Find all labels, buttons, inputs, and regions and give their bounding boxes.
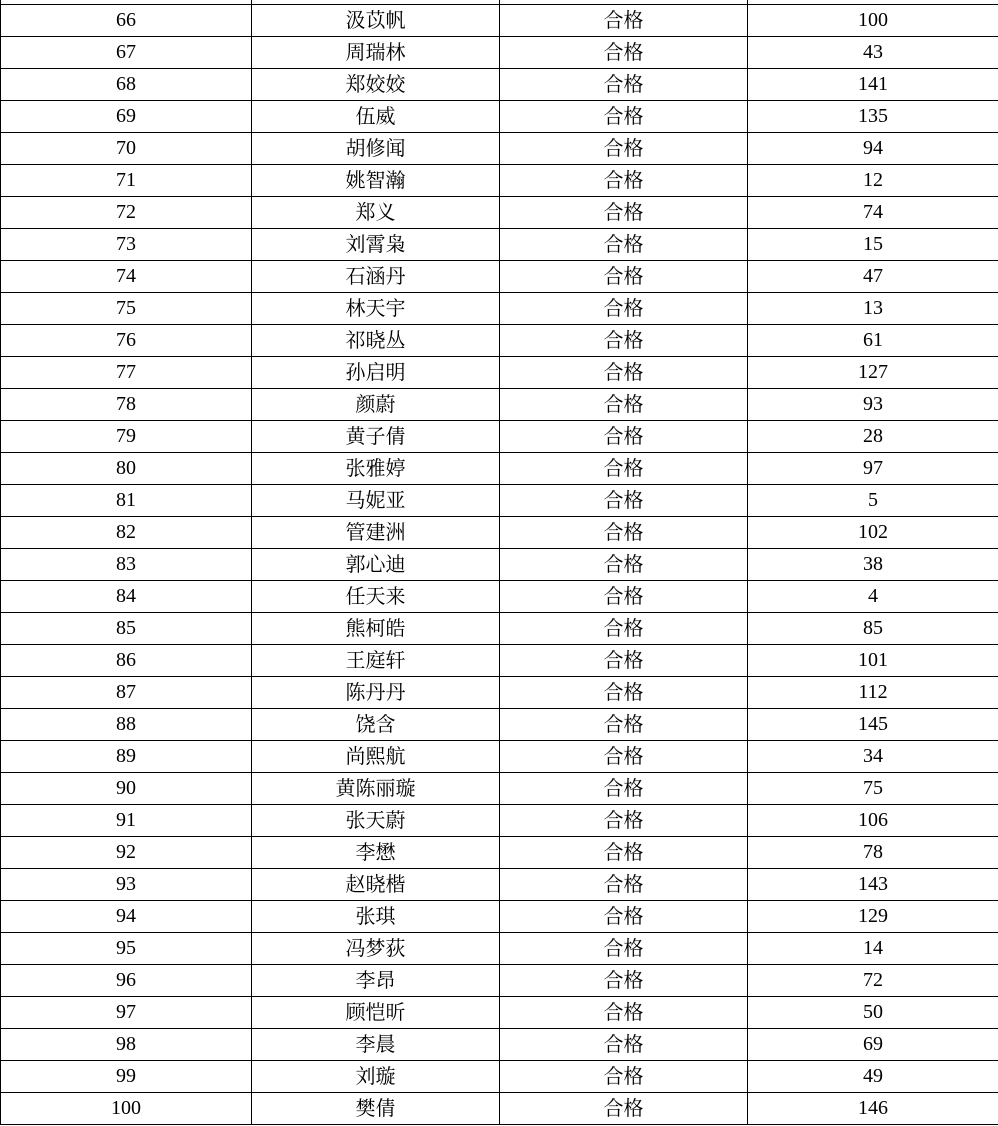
row-name: 石涵丹 xyxy=(252,261,500,293)
row-score: 94 xyxy=(748,133,998,165)
table-row xyxy=(1,677,998,709)
row-name: 马妮亚 xyxy=(252,485,500,517)
row-status: 合格 xyxy=(500,5,748,37)
row-name: 任天来 xyxy=(252,581,500,613)
table-row xyxy=(1,901,998,933)
table-row xyxy=(1,997,998,1029)
row-score: 101 xyxy=(748,645,998,677)
table-body xyxy=(1,0,998,1125)
table-row xyxy=(1,261,998,293)
row-score: 102 xyxy=(748,517,998,549)
row-score: 28 xyxy=(748,421,998,453)
row-name: 王庭轩 xyxy=(252,645,500,677)
table-row xyxy=(1,645,998,677)
table-row xyxy=(1,965,998,997)
row-score: 61 xyxy=(748,325,998,357)
row-score: 97 xyxy=(748,453,998,485)
row-name: 胡修闻 xyxy=(252,133,500,165)
row-status: 合格 xyxy=(500,773,748,805)
row-status: 合格 xyxy=(500,69,748,101)
row-number: 69 xyxy=(1,101,252,133)
table-row xyxy=(1,549,998,581)
row-name: 黄陈丽璇 xyxy=(252,773,500,805)
table-row xyxy=(1,357,998,389)
table-row xyxy=(1,293,998,325)
row-score: 112 xyxy=(748,677,998,709)
row-number: 77 xyxy=(1,357,252,389)
row-name: 颜蔚 xyxy=(252,389,500,421)
row-number: 85 xyxy=(1,613,252,645)
row-score: 145 xyxy=(748,709,998,741)
table-row xyxy=(1,453,998,485)
row-number: 81 xyxy=(1,485,252,517)
row-number: 98 xyxy=(1,1029,252,1061)
row-number: 80 xyxy=(1,453,252,485)
row-status: 合格 xyxy=(500,1061,748,1093)
row-status: 合格 xyxy=(500,325,748,357)
row-score: 146 xyxy=(748,1093,998,1125)
row-status: 合格 xyxy=(500,677,748,709)
row-name: 刘璇 xyxy=(252,1061,500,1093)
row-status: 合格 xyxy=(500,293,748,325)
table-row xyxy=(1,1093,998,1125)
row-number: 88 xyxy=(1,709,252,741)
row-number: 84 xyxy=(1,581,252,613)
row-score: 4 xyxy=(748,581,998,613)
table-row xyxy=(1,485,998,517)
table-row xyxy=(1,101,998,133)
row-number: 97 xyxy=(1,997,252,1029)
row-status: 合格 xyxy=(500,389,748,421)
row-status: 合格 xyxy=(500,517,748,549)
row-number: 99 xyxy=(1,1061,252,1093)
row-score: 13 xyxy=(748,293,998,325)
row-number: 90 xyxy=(1,773,252,805)
row-name: 周瑞林 xyxy=(252,37,500,69)
row-status: 合格 xyxy=(500,261,748,293)
row-number: 83 xyxy=(1,549,252,581)
row-number: 73 xyxy=(1,229,252,261)
row-name: 祁晓丛 xyxy=(252,325,500,357)
row-score: 100 xyxy=(748,5,998,37)
row-number: 86 xyxy=(1,645,252,677)
row-number: 74 xyxy=(1,261,252,293)
row-status: 合格 xyxy=(500,485,748,517)
table-row xyxy=(1,421,998,453)
row-status: 合格 xyxy=(500,645,748,677)
table-row xyxy=(1,37,998,69)
row-score: 129 xyxy=(748,901,998,933)
row-status: 合格 xyxy=(500,741,748,773)
row-score: 34 xyxy=(748,741,998,773)
row-score: 14 xyxy=(748,933,998,965)
row-name: 黄子倩 xyxy=(252,421,500,453)
row-number: 94 xyxy=(1,901,252,933)
row-status: 合格 xyxy=(500,37,748,69)
row-status: 合格 xyxy=(500,805,748,837)
table-row xyxy=(1,517,998,549)
row-name: 刘霄枭 xyxy=(252,229,500,261)
row-score: 74 xyxy=(748,197,998,229)
row-status: 合格 xyxy=(500,229,748,261)
table-row xyxy=(1,741,998,773)
row-name: 赵晓楷 xyxy=(252,869,500,901)
row-name: 伍威 xyxy=(252,101,500,133)
row-score: 47 xyxy=(748,261,998,293)
row-status: 合格 xyxy=(500,197,748,229)
table-row xyxy=(1,869,998,901)
row-name: 李晨 xyxy=(252,1029,500,1061)
row-score: 85 xyxy=(748,613,998,645)
row-score: 5 xyxy=(748,485,998,517)
row-number: 87 xyxy=(1,677,252,709)
row-name: 汲苡帆 xyxy=(252,5,500,37)
row-name: 管建洲 xyxy=(252,517,500,549)
row-score: 49 xyxy=(748,1061,998,1093)
row-name: 郭心迪 xyxy=(252,549,500,581)
row-name: 冯梦荻 xyxy=(252,933,500,965)
table-row xyxy=(1,613,998,645)
row-status: 合格 xyxy=(500,965,748,997)
row-name: 李昂 xyxy=(252,965,500,997)
table-row xyxy=(1,165,998,197)
row-status: 合格 xyxy=(500,357,748,389)
row-score: 106 xyxy=(748,805,998,837)
table-row xyxy=(1,229,998,261)
table-row xyxy=(1,133,998,165)
row-number: 96 xyxy=(1,965,252,997)
row-name: 顾恺昕 xyxy=(252,997,500,1029)
row-number: 92 xyxy=(1,837,252,869)
row-status: 合格 xyxy=(500,133,748,165)
row-status: 合格 xyxy=(500,101,748,133)
row-name: 李懋 xyxy=(252,837,500,869)
row-status: 合格 xyxy=(500,549,748,581)
table-row xyxy=(1,773,998,805)
row-status: 合格 xyxy=(500,709,748,741)
row-name: 饶含 xyxy=(252,709,500,741)
row-name: 张琪 xyxy=(252,901,500,933)
row-status: 合格 xyxy=(500,613,748,645)
row-status: 合格 xyxy=(500,1029,748,1061)
row-number: 95 xyxy=(1,933,252,965)
row-status: 合格 xyxy=(500,901,748,933)
table-row xyxy=(1,197,998,229)
row-score: 135 xyxy=(748,101,998,133)
row-name: 孙启明 xyxy=(252,357,500,389)
row-status: 合格 xyxy=(500,837,748,869)
row-score: 72 xyxy=(748,965,998,997)
row-number: 71 xyxy=(1,165,252,197)
row-number: 68 xyxy=(1,69,252,101)
table-row xyxy=(1,325,998,357)
row-score: 38 xyxy=(748,549,998,581)
row-status: 合格 xyxy=(500,421,748,453)
table-row xyxy=(1,1061,998,1093)
table-row xyxy=(1,933,998,965)
row-number: 78 xyxy=(1,389,252,421)
row-name: 姚智瀚 xyxy=(252,165,500,197)
row-status: 合格 xyxy=(500,933,748,965)
row-score: 50 xyxy=(748,997,998,1029)
row-name: 林天宇 xyxy=(252,293,500,325)
row-score: 69 xyxy=(748,1029,998,1061)
row-number: 89 xyxy=(1,741,252,773)
row-number: 72 xyxy=(1,197,252,229)
table-row xyxy=(1,709,998,741)
row-number: 91 xyxy=(1,805,252,837)
row-status: 合格 xyxy=(500,165,748,197)
row-score: 93 xyxy=(748,389,998,421)
row-score: 143 xyxy=(748,869,998,901)
row-name: 陈丹丹 xyxy=(252,677,500,709)
row-name: 樊倩 xyxy=(252,1093,500,1125)
table-row xyxy=(1,837,998,869)
table-row xyxy=(1,69,998,101)
row-number: 75 xyxy=(1,293,252,325)
row-status: 合格 xyxy=(500,581,748,613)
row-name: 张天蔚 xyxy=(252,805,500,837)
table-row xyxy=(1,5,998,37)
row-status: 合格 xyxy=(500,997,748,1029)
row-name: 张雅婷 xyxy=(252,453,500,485)
row-score: 43 xyxy=(748,37,998,69)
row-name: 熊柯皓 xyxy=(252,613,500,645)
row-status: 合格 xyxy=(500,869,748,901)
row-name: 尚熙航 xyxy=(252,741,500,773)
row-number: 70 xyxy=(1,133,252,165)
table-row xyxy=(1,581,998,613)
table-row xyxy=(1,1029,998,1061)
row-score: 15 xyxy=(748,229,998,261)
row-score: 141 xyxy=(748,69,998,101)
row-score: 127 xyxy=(748,357,998,389)
row-name: 郑义 xyxy=(252,197,500,229)
row-score: 12 xyxy=(748,165,998,197)
row-score: 78 xyxy=(748,837,998,869)
row-status: 合格 xyxy=(500,1093,748,1125)
row-number: 76 xyxy=(1,325,252,357)
row-number: 82 xyxy=(1,517,252,549)
row-number: 66 xyxy=(1,5,252,37)
row-number: 79 xyxy=(1,421,252,453)
row-name: 郑姣姣 xyxy=(252,69,500,101)
row-status: 合格 xyxy=(500,453,748,485)
row-number: 93 xyxy=(1,869,252,901)
row-score: 75 xyxy=(748,773,998,805)
row-number: 100 xyxy=(1,1093,252,1125)
row-number: 67 xyxy=(1,37,252,69)
table-row xyxy=(1,805,998,837)
table-row xyxy=(1,389,998,421)
